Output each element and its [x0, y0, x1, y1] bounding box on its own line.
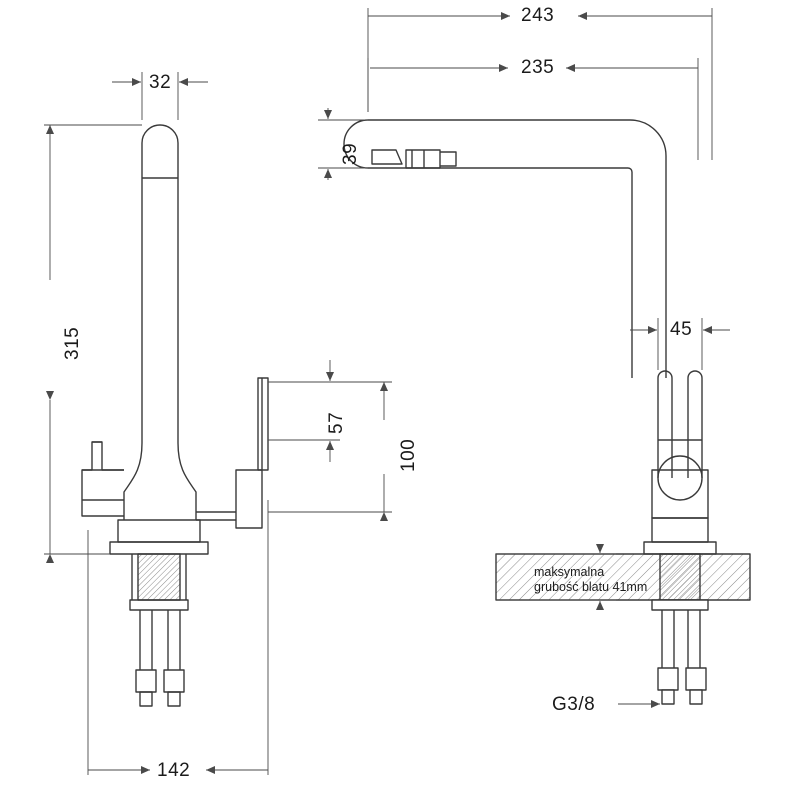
worktop-note-line2: grubość blatu 41mm [534, 580, 648, 594]
dim-base-width: 142 [157, 760, 191, 781]
dim-reach-inner: 235 [521, 57, 555, 78]
dim-reach-total: 243 [521, 5, 555, 26]
dim-spout-width-top: 32 [149, 72, 172, 93]
dim-spout-head-height: 39 [340, 142, 361, 165]
dim-body-width: 45 [670, 319, 693, 340]
dimension-lines [44, 8, 730, 775]
right-view-faucet-body [344, 120, 750, 704]
dim-height-total: 315 [62, 326, 83, 360]
left-view-faucet-body [82, 125, 268, 706]
dim-lever-height: 100 [398, 438, 419, 472]
worktop-note [534, 565, 647, 595]
worktop-note-line1: maksymalna [534, 565, 605, 579]
dim-thread-label: G3/8 [552, 694, 596, 715]
dim-lever-offset: 57 [326, 411, 347, 434]
